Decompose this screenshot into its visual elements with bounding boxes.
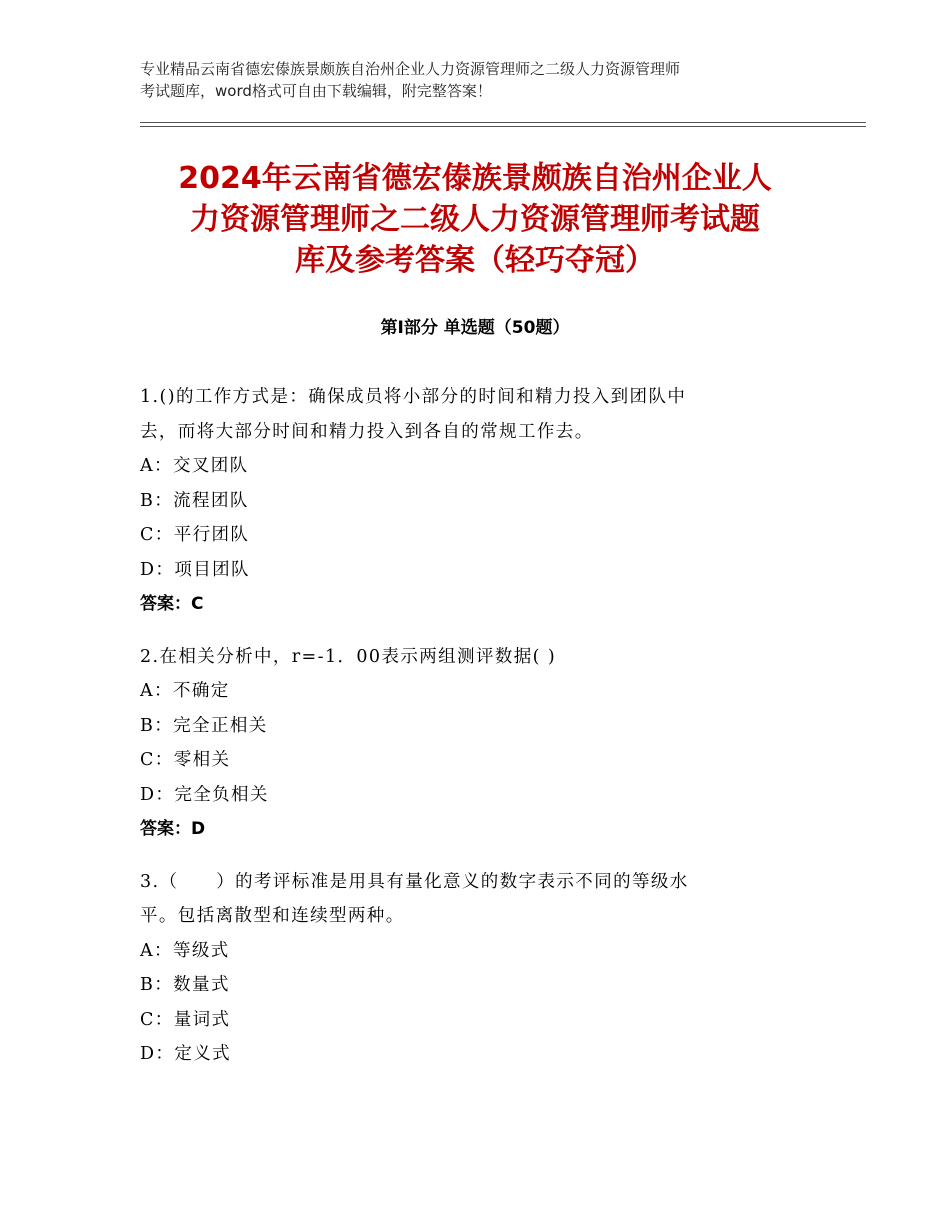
answer: 答案：C (140, 594, 204, 614)
option-b: B：流程团队 (140, 490, 249, 511)
header-note-line-1: 专业精品云南省德宏傣族景颇族自治州企业人力资源管理师之二级人力资源管理师 (140, 60, 681, 78)
question-stem: 2.在相关分析中，r=-1．00表示两组测评数据( ) (140, 646, 557, 667)
question-list (140, 380, 780, 1090)
question-2 (140, 640, 780, 847)
answer: 答案：D (140, 819, 206, 839)
document-title-line-3: 库及参考答案（轻巧夺冠） (295, 243, 655, 278)
option-d: D：完全负相关 (140, 784, 269, 805)
header-divider-bottom (140, 126, 866, 127)
question-stem: 3.（ ）的考评标准是用具有量化意义的数字表示不同的等级水 (140, 871, 689, 892)
section-title: 第Ⅰ部分 单选题（50题） (380, 318, 570, 338)
header-divider-top (140, 122, 866, 123)
question-stem: 平。包括离散型和连续型两种。 (140, 906, 405, 926)
option-a: A：不确定 (140, 681, 230, 701)
question-1 (140, 380, 780, 622)
document-title (120, 158, 830, 281)
option-b: B：数量式 (140, 975, 230, 995)
header-note (140, 58, 830, 102)
option-b: B：完全正相关 (140, 715, 268, 736)
option-d: D：定义式 (140, 1044, 232, 1064)
document-title-line-1: 2024年云南省德宏傣族景颇族自治州企业人 (178, 161, 772, 196)
question-3 (140, 865, 780, 1072)
header-note-line-2: 考试题库，word格式可自由下载编辑，附完整答案！ (140, 82, 492, 100)
option-a: A：交叉团队 (140, 456, 249, 476)
document-title-line-2: 力资源管理师之二级人力资源管理师考试题 (190, 202, 760, 237)
question-stem: 1.()的工作方式是：确保成员将小部分的时间和精力投入到团队中 (140, 387, 687, 407)
option-c: C：零相关 (140, 750, 231, 770)
option-a: A：等级式 (140, 940, 230, 961)
option-d: D：项目团队 (140, 559, 250, 580)
question-stem: 去，而将大部分时间和精力投入到各自的常规工作去。 (140, 421, 594, 442)
option-c: C：量词式 (140, 1009, 231, 1030)
option-c: C：平行团队 (140, 525, 250, 545)
